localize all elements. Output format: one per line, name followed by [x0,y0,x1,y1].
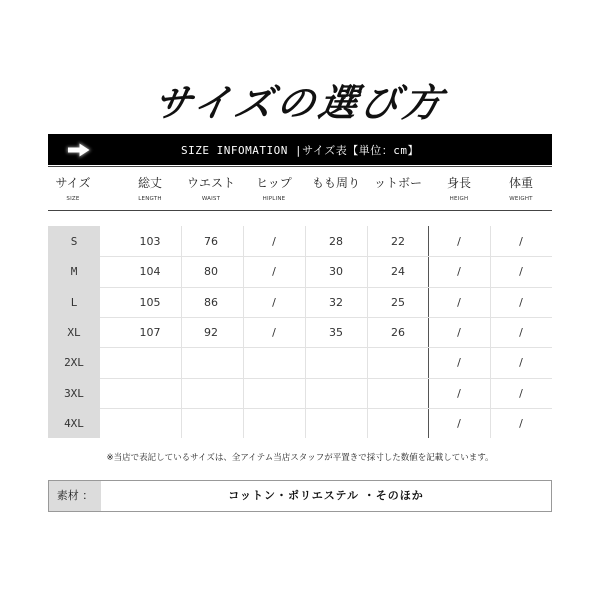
table-cell: / [457,356,461,369]
row-divider [100,378,552,379]
column-header-sublabel: LENGTH [138,196,162,202]
table-cell: 105 [139,296,161,309]
column-header [119,176,181,202]
column-header [428,176,490,202]
table-cell: 24 [391,265,405,278]
column-divider [428,226,429,438]
table-cell: / [457,417,461,430]
table-cell: 80 [204,265,218,278]
table-cell: 30 [329,265,343,278]
column-header [367,176,429,196]
row-divider [100,287,552,288]
column-header-sublabel: WAIST [201,196,221,202]
banner-text: SIZE INFOMATION |サイズ表【単位：cm】 [181,143,419,157]
header-rule-bottom [48,210,552,211]
column-header-label: 身長 [446,176,471,190]
material-label: 素材 ： [49,481,101,511]
row-divider [100,317,552,318]
column-header-label: 総丈 [137,176,162,190]
size-label: L [70,296,78,309]
table-cell: 76 [204,235,218,248]
table-cell: / [519,326,523,339]
size-label: 4XL [64,417,84,430]
table-cell: 25 [391,296,405,309]
column-header [243,176,305,202]
table-cell: / [272,235,276,248]
column-header-sublabel: SIZE [66,196,80,202]
table-cell: / [272,296,276,309]
column-header-label: ットボー [373,176,422,190]
column-header [305,176,367,196]
size-label: S [70,235,78,248]
row-divider [100,256,552,257]
page-title: サイズの選び方 [150,81,449,125]
table-cell: / [519,265,523,278]
column-header-sublabel: HIPLINE [262,196,286,202]
table-cell: 104 [139,265,161,278]
table-cell: / [457,265,461,278]
table-cell: / [519,356,523,369]
header-rule-top [48,166,552,167]
column-header [180,176,242,202]
size-label: 3XL [64,387,84,400]
column-header-label: サイズ [55,176,91,190]
column-header-label: ヒップ [256,176,292,190]
column-header-label: もも周り [311,176,360,190]
table-cell: 26 [391,326,405,339]
column-header-label: ウエスト [186,176,235,190]
column-header-sublabel: WEIGHT [509,196,533,202]
size-info-banner [48,134,552,165]
column-header-sublabel: HEIGH [449,196,469,202]
table-cell: / [272,265,276,278]
table-cell: 86 [204,296,218,309]
size-label: M [70,265,78,278]
table-cell: / [457,387,461,400]
size-label: XL [67,326,81,339]
table-cell: 103 [139,235,161,248]
column-header-label: 体重 [508,176,533,190]
column-divider [181,226,182,438]
table-cell: / [457,326,461,339]
column-divider [367,226,368,438]
column-header [490,176,552,202]
column-divider [490,226,491,438]
row-divider [100,347,552,348]
row-divider [100,408,552,409]
measurement-note: ※当店で表記しているサイズは、全アイテム当店スタッフが平置きで採寸した数値を記載しています。 [106,453,494,463]
table-cell: / [272,326,276,339]
column-divider [305,226,306,438]
table-cell: 22 [391,235,405,248]
column-divider [243,226,244,438]
table-cell: / [519,235,523,248]
table-cell: 35 [329,326,343,339]
table-cell: / [519,387,523,400]
material-value: コットン・ポリエステル ・そのほか [228,489,424,502]
table-cell: 28 [329,235,343,248]
table-cell: 92 [204,326,218,339]
size-label: 2XL [64,356,84,369]
table-cell: / [457,296,461,309]
table-cell: 32 [329,296,343,309]
material-box [48,480,552,512]
table-cell: / [519,296,523,309]
column-header [47,176,99,202]
table-cell: / [519,417,523,430]
table-cell: / [457,235,461,248]
table-cell: 107 [139,326,161,339]
